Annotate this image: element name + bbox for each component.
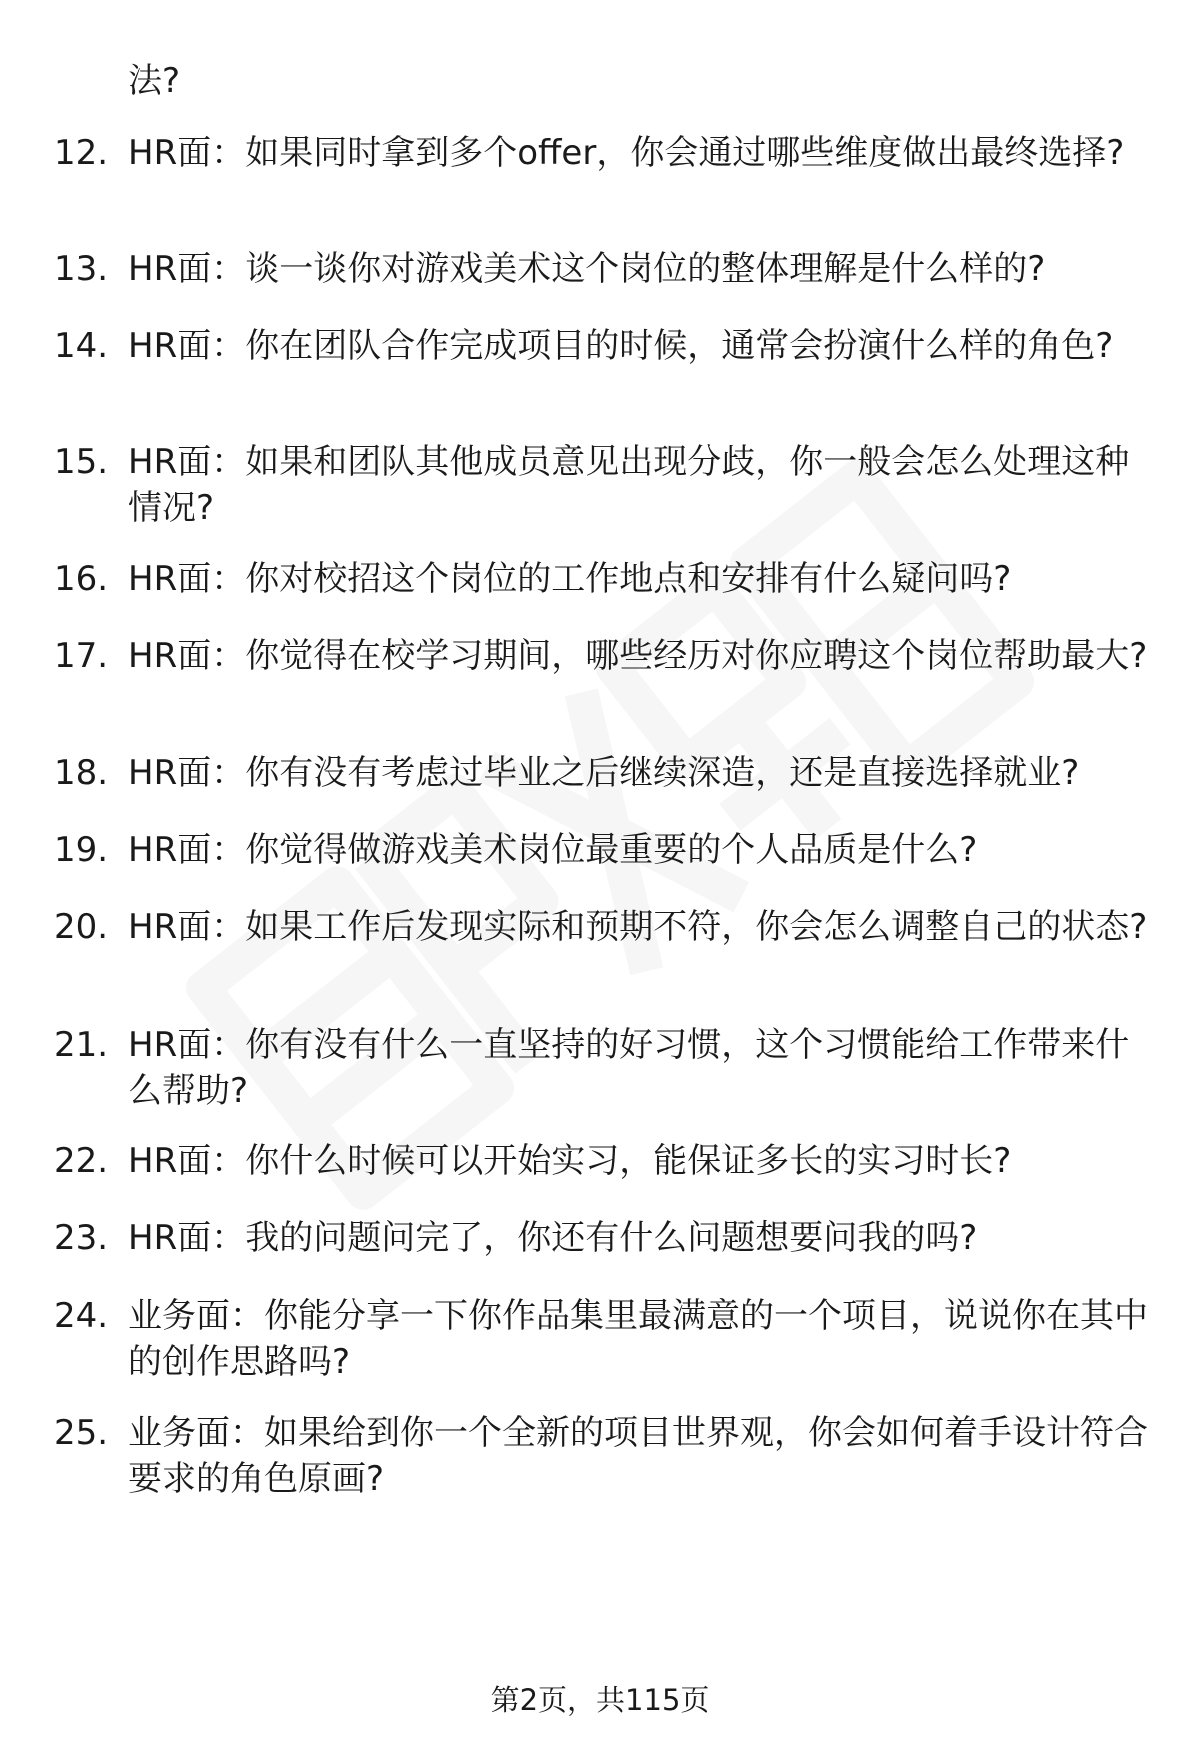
question-text: HR面：你有没有考虑过毕业之后继续深造，还是直接选择就业? (128, 753, 1080, 793)
question-number: 19. (54, 830, 109, 870)
question-text: HR面：如果工作后发现实际和预期不符，你会怎么调整自己的状态? (128, 907, 1148, 947)
question-text: HR面：如果同时拿到多个offer，你会通过哪些维度做出最终选择? (128, 133, 1125, 173)
question-text: HR面：你在团队合作完成项目的时候，通常会扮演什么样的角色? (128, 326, 1114, 366)
question-number: 23. (54, 1218, 109, 1258)
question-text: HR面：我的问题问完了，你还有什么问题想要问我的吗? (128, 1218, 978, 1258)
page-footer: 第2页，共115页 (490, 1683, 710, 1717)
question-number: 24. (54, 1296, 109, 1336)
question-number: 22. (54, 1141, 109, 1181)
question-text: HR面：如果和团队其他成员意见出现分歧，你一般会怎么处理这种情况? (128, 442, 1130, 528)
question-text: HR面：你对校招这个岗位的工作地点和安排有什么疑问吗? (128, 559, 1012, 599)
question-text: 业务面：你能分享一下你作品集里最满意的一个项目，说说你在其中的创作思路吗? (128, 1296, 1148, 1382)
question-number: 15. (54, 442, 109, 482)
question-text: HR面：你觉得在校学习期间，哪些经历对你应聘这个岗位帮助最大? (128, 636, 1148, 676)
question-text: 业务面：如果给到你一个全新的项目世界观，你会如何着手设计符合要求的角色原画? (128, 1413, 1148, 1499)
question-text: HR面：你什么时候可以开始实习，能保证多长的实习时长? (128, 1141, 1012, 1181)
question-text: HR面：谈一谈你对游戏美术这个岗位的整体理解是什么样的? (128, 249, 1046, 289)
question-number: 14. (54, 326, 109, 366)
question-number: 17. (54, 636, 109, 676)
question-number: 16. (54, 559, 109, 599)
question-number: 25. (54, 1413, 109, 1453)
question-number: 12. (54, 133, 109, 173)
question-number: 18. (54, 753, 109, 793)
question-number: 21. (54, 1025, 109, 1065)
question-number: 20. (54, 907, 109, 947)
question-number: 13. (54, 249, 109, 289)
continued-question-fragment: 法? (128, 61, 181, 101)
question-text: HR面：你有没有什么一直坚持的好习惯，这个习惯能给工作带来什么帮助? (128, 1025, 1130, 1111)
question-text: HR面：你觉得做游戏美术岗位最重要的个人品质是什么? (128, 830, 978, 870)
